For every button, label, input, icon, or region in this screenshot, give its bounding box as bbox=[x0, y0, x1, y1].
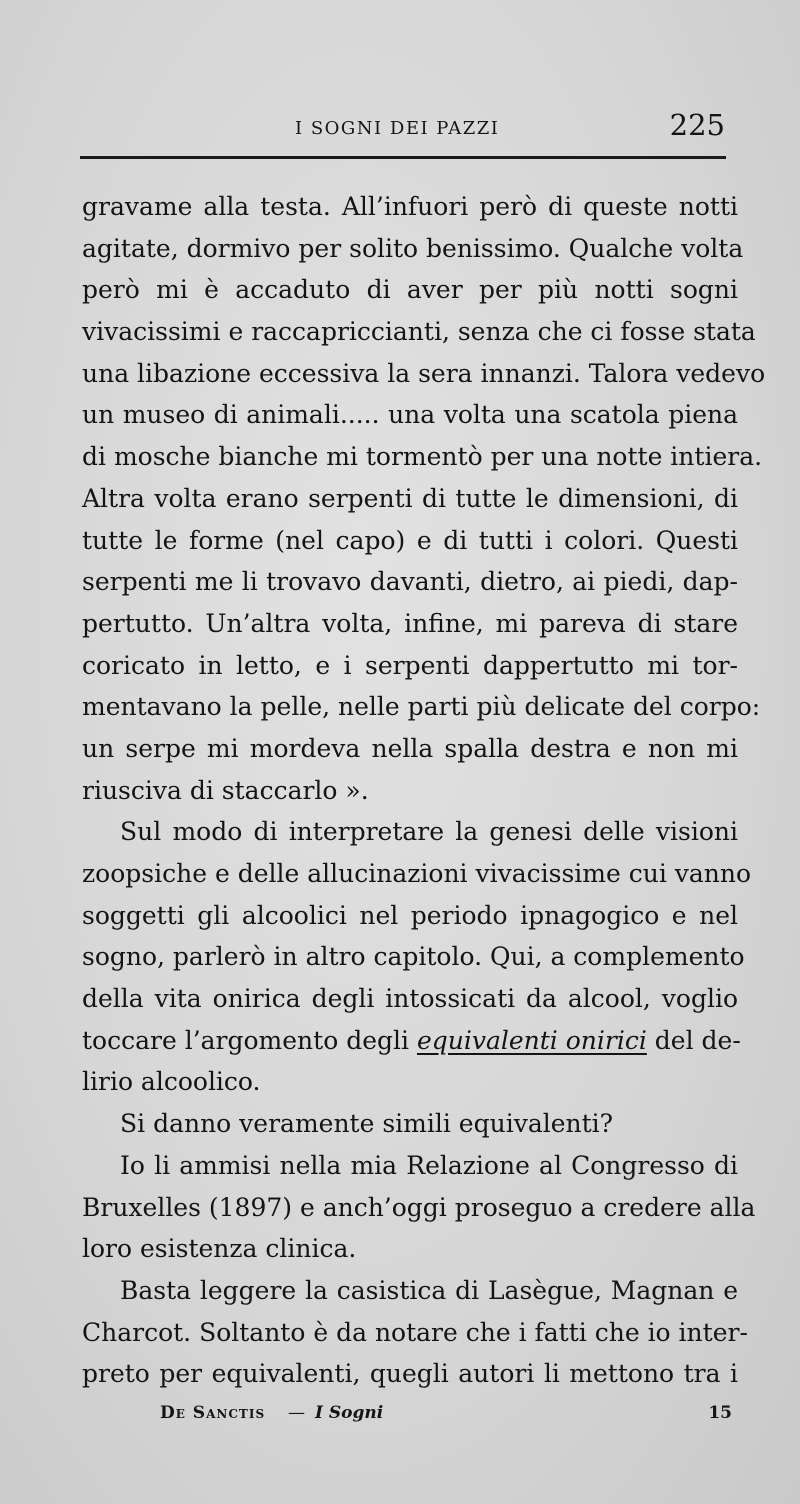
page-header bbox=[80, 108, 730, 148]
text-line-with-emphasis bbox=[82, 1020, 741, 1062]
text-line: serpenti me li trovavo davanti, dietro, ai piedi, dap- bbox=[82, 567, 738, 597]
emphasized-term: equivalenti onirici bbox=[416, 1025, 647, 1055]
text-line: lirio alcoolico. bbox=[82, 1067, 261, 1097]
text-line: zoopsiche e delle allucinazioni vivacissime cui vanno bbox=[82, 859, 752, 888]
text-line: pertutto. Un’altra volta, infine, mi pareva di stare bbox=[82, 608, 738, 638]
paragraph-first-line: Si danno veramente simili equivalenti? bbox=[120, 1109, 614, 1139]
text-line: gravame alla testa. All’infuori però di queste notti bbox=[82, 192, 738, 221]
text-line: una libazione eccessiva la sera innanzi. Talora vedevo bbox=[82, 358, 766, 388]
text-line: Altra volta erano serpenti di tutte le dimensioni, di bbox=[82, 483, 738, 513]
text-line: tutte le forme (nel capo) e di tutti i colori. Questi bbox=[82, 525, 738, 555]
text-line: vivacissimi e raccapriccianti, senza che ci fosse stata bbox=[82, 317, 756, 347]
footer-author: De Sanctis bbox=[160, 1403, 266, 1423]
text-line: coricato in letto, e i serpenti dappertutto mi tor- bbox=[82, 650, 738, 680]
text-line: di mosche bianche mi tormentò per una notte intiera. bbox=[82, 442, 763, 472]
text-line: riusciva di staccarlo ». bbox=[82, 775, 369, 805]
paragraph-first-line: Sul modo di interpretare la genesi delle visioni bbox=[120, 817, 738, 847]
text-line: della vita onirica degli intossicati da alcool, voglio bbox=[82, 984, 738, 1014]
text-line: però mi è accaduto di aver per più notti sogni bbox=[82, 275, 738, 305]
paragraph-first-line: Io li ammisi nella mia Relazione al Congresso di bbox=[120, 1150, 738, 1180]
text-line: Bruxelles (1897) e anch’oggi proseguo a credere alla bbox=[82, 1192, 756, 1222]
paragraph-first-line: Basta leggere la casistica di Lasègue, Magnan e bbox=[120, 1275, 738, 1305]
running-title: I SOGNI DEI PAZZI bbox=[295, 118, 500, 139]
header-rule bbox=[80, 156, 726, 159]
text-line: un museo di animali..... una volta una scatola piena bbox=[82, 400, 738, 430]
footer-separator: — bbox=[288, 1403, 305, 1423]
text-line: preto per equivalenti, quegli autori li mettono tra i bbox=[82, 1359, 738, 1389]
text-line: un serpe mi mordeva nella spalla destra e non mi bbox=[82, 733, 738, 763]
text-line: soggetti gli alcoolici nel periodo ipnagogico e nel bbox=[82, 900, 738, 930]
page-number: 225 bbox=[669, 108, 725, 142]
text-line: agitate, dormivo per solito benissimo. Qualche volta bbox=[82, 233, 744, 263]
signature-mark: 15 bbox=[708, 1403, 732, 1423]
text-line: loro esistenza clinica. bbox=[82, 1234, 357, 1264]
text-fragment: toccare l’argomento degli bbox=[82, 1025, 417, 1055]
text-line: mentavano la pelle, nelle parti più delicate del corpo: bbox=[82, 692, 761, 722]
text-line: Charcot. Soltanto è da notare che i fatti che io inter- bbox=[82, 1317, 748, 1347]
text-fragment: del de- bbox=[646, 1025, 741, 1055]
footer-book-title: I Sogni bbox=[315, 1403, 384, 1423]
page-footer bbox=[160, 1403, 732, 1433]
text-line: sogno, parlerò in altro capitolo. Qui, a complemento bbox=[82, 942, 745, 972]
body-text bbox=[82, 186, 766, 1395]
